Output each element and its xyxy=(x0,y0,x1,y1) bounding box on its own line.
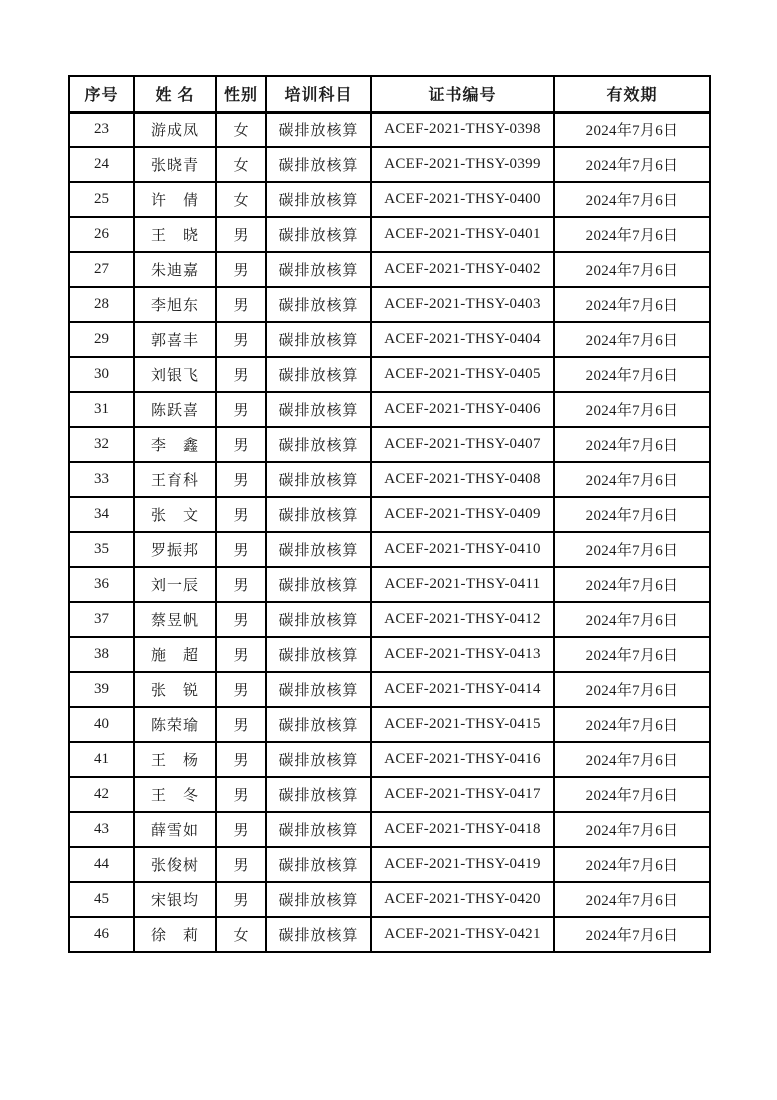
table-row xyxy=(69,707,710,742)
cell-name: 王 冬 xyxy=(134,777,216,812)
cell-subject: 碳排放核算 xyxy=(266,567,371,602)
cell-gender: 男 xyxy=(216,497,266,532)
cell-gender: 男 xyxy=(216,392,266,427)
table-row xyxy=(69,882,710,917)
cell-cert-no: ACEF-2021-THSY-0404 xyxy=(371,322,554,357)
cell-cert-no: ACEF-2021-THSY-0402 xyxy=(371,252,554,287)
cell-name: 张 锐 xyxy=(134,672,216,707)
table-row xyxy=(69,392,710,427)
cell-cert-no: ACEF-2021-THSY-0410 xyxy=(371,532,554,567)
cell-name: 张晓青 xyxy=(134,147,216,182)
cell-name: 陈荣瑜 xyxy=(134,707,216,742)
cell-subject: 碳排放核算 xyxy=(266,462,371,497)
cell-name: 宋银均 xyxy=(134,882,216,917)
cell-index: 35 xyxy=(69,532,134,567)
certificate-table xyxy=(68,75,711,953)
cell-validity: 2024年7月6日 xyxy=(554,357,710,392)
cell-cert-no: ACEF-2021-THSY-0401 xyxy=(371,217,554,252)
cell-cert-no: ACEF-2021-THSY-0406 xyxy=(371,392,554,427)
cell-validity: 2024年7月6日 xyxy=(554,672,710,707)
cell-cert-no: ACEF-2021-THSY-0407 xyxy=(371,427,554,462)
header-gender: 性别 xyxy=(216,76,266,112)
cell-name: 施 超 xyxy=(134,637,216,672)
table-row xyxy=(69,532,710,567)
table-row xyxy=(69,812,710,847)
cell-cert-no: ACEF-2021-THSY-0403 xyxy=(371,287,554,322)
cell-gender: 女 xyxy=(216,112,266,147)
cell-validity: 2024年7月6日 xyxy=(554,427,710,462)
cell-gender: 男 xyxy=(216,882,266,917)
cell-subject: 碳排放核算 xyxy=(266,322,371,357)
cell-validity: 2024年7月6日 xyxy=(554,392,710,427)
table-row xyxy=(69,917,710,952)
header-subject: 培训科目 xyxy=(266,76,371,112)
cell-validity: 2024年7月6日 xyxy=(554,567,710,602)
cell-subject: 碳排放核算 xyxy=(266,147,371,182)
cell-validity: 2024年7月6日 xyxy=(554,147,710,182)
cell-name: 张 文 xyxy=(134,497,216,532)
cell-gender: 女 xyxy=(216,147,266,182)
cell-cert-no: ACEF-2021-THSY-0415 xyxy=(371,707,554,742)
cell-cert-no: ACEF-2021-THSY-0413 xyxy=(371,637,554,672)
cell-cert-no: ACEF-2021-THSY-0417 xyxy=(371,777,554,812)
cell-name: 李旭东 xyxy=(134,287,216,322)
table-row xyxy=(69,672,710,707)
header-row xyxy=(69,76,710,112)
cell-name: 薛雪如 xyxy=(134,812,216,847)
table-row xyxy=(69,112,710,147)
table-row xyxy=(69,602,710,637)
cell-index: 23 xyxy=(69,112,134,147)
cell-validity: 2024年7月6日 xyxy=(554,532,710,567)
cell-subject: 碳排放核算 xyxy=(266,812,371,847)
cell-index: 29 xyxy=(69,322,134,357)
cell-cert-no: ACEF-2021-THSY-0409 xyxy=(371,497,554,532)
cell-gender: 男 xyxy=(216,847,266,882)
cell-name: 游成凤 xyxy=(134,112,216,147)
table-row xyxy=(69,252,710,287)
table-row xyxy=(69,777,710,812)
table-row xyxy=(69,847,710,882)
cell-name: 陈跃喜 xyxy=(134,392,216,427)
table-header xyxy=(69,76,710,112)
cell-validity: 2024年7月6日 xyxy=(554,497,710,532)
cell-index: 28 xyxy=(69,287,134,322)
cell-subject: 碳排放核算 xyxy=(266,392,371,427)
cell-gender: 女 xyxy=(216,917,266,952)
cell-index: 25 xyxy=(69,182,134,217)
cell-index: 31 xyxy=(69,392,134,427)
cell-cert-no: ACEF-2021-THSY-0416 xyxy=(371,742,554,777)
cell-index: 26 xyxy=(69,217,134,252)
cell-validity: 2024年7月6日 xyxy=(554,742,710,777)
cell-gender: 男 xyxy=(216,322,266,357)
header-cert-no: 证书编号 xyxy=(371,76,554,112)
table-body xyxy=(69,112,710,952)
cell-name: 刘一辰 xyxy=(134,567,216,602)
cell-subject: 碳排放核算 xyxy=(266,497,371,532)
cell-name: 朱迪嘉 xyxy=(134,252,216,287)
cell-gender: 男 xyxy=(216,777,266,812)
cell-gender: 男 xyxy=(216,567,266,602)
cell-subject: 碳排放核算 xyxy=(266,217,371,252)
cell-gender: 男 xyxy=(216,462,266,497)
table-row xyxy=(69,217,710,252)
cell-gender: 男 xyxy=(216,252,266,287)
cell-index: 27 xyxy=(69,252,134,287)
cell-index: 34 xyxy=(69,497,134,532)
table-row xyxy=(69,357,710,392)
cell-subject: 碳排放核算 xyxy=(266,637,371,672)
table-row xyxy=(69,462,710,497)
cell-gender: 男 xyxy=(216,287,266,322)
cell-cert-no: ACEF-2021-THSY-0421 xyxy=(371,917,554,952)
cell-gender: 男 xyxy=(216,742,266,777)
cell-index: 45 xyxy=(69,882,134,917)
cell-validity: 2024年7月6日 xyxy=(554,112,710,147)
cell-subject: 碳排放核算 xyxy=(266,742,371,777)
table-row xyxy=(69,742,710,777)
cell-cert-no: ACEF-2021-THSY-0419 xyxy=(371,847,554,882)
cell-subject: 碳排放核算 xyxy=(266,427,371,462)
cell-subject: 碳排放核算 xyxy=(266,707,371,742)
table-row xyxy=(69,497,710,532)
cell-gender: 男 xyxy=(216,672,266,707)
table-row xyxy=(69,427,710,462)
cell-validity: 2024年7月6日 xyxy=(554,252,710,287)
certificate-table-container xyxy=(68,75,709,953)
header-validity: 有效期 xyxy=(554,76,710,112)
cell-validity: 2024年7月6日 xyxy=(554,812,710,847)
cell-cert-no: ACEF-2021-THSY-0400 xyxy=(371,182,554,217)
cell-index: 33 xyxy=(69,462,134,497)
cell-index: 40 xyxy=(69,707,134,742)
cell-name: 王 杨 xyxy=(134,742,216,777)
cell-cert-no: ACEF-2021-THSY-0411 xyxy=(371,567,554,602)
cell-name: 张俊树 xyxy=(134,847,216,882)
cell-validity: 2024年7月6日 xyxy=(554,917,710,952)
cell-index: 41 xyxy=(69,742,134,777)
cell-name: 王 晓 xyxy=(134,217,216,252)
cell-index: 43 xyxy=(69,812,134,847)
cell-index: 39 xyxy=(69,672,134,707)
cell-name: 蔡昱帆 xyxy=(134,602,216,637)
cell-subject: 碳排放核算 xyxy=(266,882,371,917)
cell-validity: 2024年7月6日 xyxy=(554,322,710,357)
cell-validity: 2024年7月6日 xyxy=(554,707,710,742)
cell-gender: 男 xyxy=(216,602,266,637)
cell-validity: 2024年7月6日 xyxy=(554,182,710,217)
cell-name: 许 倩 xyxy=(134,182,216,217)
cell-subject: 碳排放核算 xyxy=(266,917,371,952)
cell-gender: 男 xyxy=(216,217,266,252)
cell-gender: 男 xyxy=(216,532,266,567)
cell-subject: 碳排放核算 xyxy=(266,112,371,147)
cell-subject: 碳排放核算 xyxy=(266,182,371,217)
cell-subject: 碳排放核算 xyxy=(266,777,371,812)
cell-index: 37 xyxy=(69,602,134,637)
cell-subject: 碳排放核算 xyxy=(266,252,371,287)
cell-subject: 碳排放核算 xyxy=(266,532,371,567)
cell-validity: 2024年7月6日 xyxy=(554,637,710,672)
cell-cert-no: ACEF-2021-THSY-0412 xyxy=(371,602,554,637)
cell-gender: 女 xyxy=(216,182,266,217)
cell-index: 36 xyxy=(69,567,134,602)
cell-validity: 2024年7月6日 xyxy=(554,602,710,637)
cell-gender: 男 xyxy=(216,637,266,672)
cell-index: 42 xyxy=(69,777,134,812)
header-index: 序号 xyxy=(69,76,134,112)
cell-validity: 2024年7月6日 xyxy=(554,882,710,917)
cell-validity: 2024年7月6日 xyxy=(554,847,710,882)
table-row xyxy=(69,637,710,672)
cell-subject: 碳排放核算 xyxy=(266,602,371,637)
cell-cert-no: ACEF-2021-THSY-0399 xyxy=(371,147,554,182)
cell-subject: 碳排放核算 xyxy=(266,357,371,392)
cell-index: 38 xyxy=(69,637,134,672)
cell-name: 刘银飞 xyxy=(134,357,216,392)
cell-index: 44 xyxy=(69,847,134,882)
cell-name: 李 鑫 xyxy=(134,427,216,462)
table-row xyxy=(69,322,710,357)
cell-validity: 2024年7月6日 xyxy=(554,217,710,252)
cell-gender: 男 xyxy=(216,427,266,462)
cell-cert-no: ACEF-2021-THSY-0420 xyxy=(371,882,554,917)
table-row xyxy=(69,182,710,217)
cell-subject: 碳排放核算 xyxy=(266,672,371,707)
cell-validity: 2024年7月6日 xyxy=(554,462,710,497)
cell-name: 徐 莉 xyxy=(134,917,216,952)
header-name: 姓 名 xyxy=(134,76,216,112)
cell-cert-no: ACEF-2021-THSY-0405 xyxy=(371,357,554,392)
cell-name: 王育科 xyxy=(134,462,216,497)
cell-gender: 男 xyxy=(216,707,266,742)
cell-gender: 男 xyxy=(216,812,266,847)
table-row xyxy=(69,287,710,322)
cell-cert-no: ACEF-2021-THSY-0408 xyxy=(371,462,554,497)
cell-gender: 男 xyxy=(216,357,266,392)
cell-name: 罗振邦 xyxy=(134,532,216,567)
cell-index: 32 xyxy=(69,427,134,462)
cell-subject: 碳排放核算 xyxy=(266,847,371,882)
cell-cert-no: ACEF-2021-THSY-0398 xyxy=(371,112,554,147)
table-row xyxy=(69,567,710,602)
cell-validity: 2024年7月6日 xyxy=(554,287,710,322)
cell-validity: 2024年7月6日 xyxy=(554,777,710,812)
cell-name: 郭喜丰 xyxy=(134,322,216,357)
cell-index: 30 xyxy=(69,357,134,392)
cell-index: 24 xyxy=(69,147,134,182)
cell-index: 46 xyxy=(69,917,134,952)
cell-cert-no: ACEF-2021-THSY-0418 xyxy=(371,812,554,847)
cell-cert-no: ACEF-2021-THSY-0414 xyxy=(371,672,554,707)
table-row xyxy=(69,147,710,182)
cell-subject: 碳排放核算 xyxy=(266,287,371,322)
